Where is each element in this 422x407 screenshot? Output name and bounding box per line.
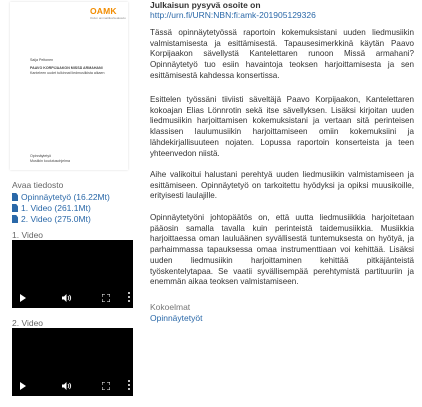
- collections-heading: Kokoelmat: [150, 302, 191, 312]
- cover-author: Saija Peltonen: [30, 58, 54, 62]
- cover-title: PAAVO KORPIJAAKON MISSÄ ARMAHANI: [30, 66, 103, 70]
- cover-subtitle: Kanteleen uudet tulkinnat liedmusiikista alkaen: [30, 71, 105, 75]
- video-player-1[interactable]: [12, 240, 133, 308]
- file-icon: [12, 204, 18, 212]
- abstract-paragraph-3: Aihe valikoitui halustani perehtyä uuden liedmusiikin valmistamiseen ja esittämiseen. Opinnäytetyö on tarkoitettu hyödyksi ja opiksi muusikoille, erityisesti laulajille.: [150, 170, 414, 201]
- file-link-label: 2. Video (275.0Mt): [21, 214, 91, 224]
- file-icon: [12, 215, 18, 223]
- logo-tagline: Oulun ammattikorkeakoulu: [90, 16, 126, 20]
- more-options-icon[interactable]: [128, 380, 130, 392]
- fullscreen-icon[interactable]: [102, 294, 110, 302]
- volume-icon[interactable]: [62, 382, 72, 390]
- video-2-label: 2. Video: [12, 318, 44, 328]
- play-icon[interactable]: [20, 294, 26, 302]
- file-icon: [12, 193, 18, 201]
- open-file-heading: Avaa tiedosto: [12, 180, 64, 190]
- collection-link[interactable]: Opinnäytetyöt: [150, 313, 203, 323]
- file-link-label: 1. Video (261.1Mt): [21, 203, 91, 213]
- abstract-paragraph-2: Esittelen työssäni tiiviisti säveltäjä Paavo Korpijaakon, Kantelettaren kokoajan Elias Lönnrotin sekä itse sävellyksen. Lisäksi kirjoitan uuden liedmusiikin harjoittamisen kokemuksistani ja vertaan sitä perinteisen klassisen laulumusiikin harjoittamiseen omiin kokemuksiini ja lähdekirjallisuuteen nojaten. Lopussa raportoin konserteista ja teen yhteenvedon niistä.: [150, 95, 414, 158]
- cover-type: Opinnäytetyö: [30, 154, 52, 158]
- file-link-label: Opinnäytetyö (16.22Mt): [21, 192, 110, 202]
- more-options-icon[interactable]: [128, 292, 130, 304]
- video-1-label: 1. Video: [12, 230, 44, 240]
- thesis-cover-thumbnail[interactable]: [10, 2, 128, 170]
- permalink-heading: Julkaisun pysyvä osoite on: [150, 0, 261, 10]
- play-icon[interactable]: [20, 382, 26, 390]
- video-controls: [12, 376, 133, 396]
- file-link-video-1[interactable]: [12, 203, 91, 213]
- fullscreen-icon[interactable]: [102, 382, 110, 390]
- abstract-paragraph-1: Tässä opinnäytetyössä raportoin kokemuksistani uuden liedmusiikin valmistamisesta ja esittämisestä. Tapausesimerkkinä käytän Paavo Korpijaakon sävellystä Kantelettaren runoon Missä armahani? Opinnäytetyö tuo esiin havaintoja teoksen harjoittamisesta ja sen esittämisestä kahdessa konsertissa.: [150, 28, 414, 80]
- oamk-logo: [90, 6, 126, 20]
- video-player-2[interactable]: [12, 328, 133, 396]
- file-link-video-2[interactable]: [12, 214, 91, 224]
- cover-program: Musiikin koulutusohjelma: [30, 159, 70, 163]
- file-link-thesis[interactable]: [12, 192, 110, 202]
- abstract-paragraph-4: Opinnäytetyöni johtopäätös on, että uutta liedmusiikkia harjoitetaan pääosin samalla tavalla kuin perinteistä taidemusiikkia. Musiikkia harjoittaessa oman lauluäänen syvällisestä tuntemuksesta on hyötyä, ja parhaimmassa tapauksessa omaa instrumenttiaan voi kehittää. Lisäksi uuden liedmusiikin harjoittaminen kehittää pitkäjänteistä työskentelytapaa. Se vaatii syvällisempää perehtymistä partituuriin ja enemmän aikaa teoksen valmistamiseen.: [150, 213, 414, 287]
- permalink-url[interactable]: http://urn.fi/URN:NBN:fi:amk-201905129326: [150, 10, 316, 20]
- volume-icon[interactable]: [62, 294, 72, 302]
- logo-text: OAMK: [90, 6, 117, 16]
- video-controls: [12, 288, 133, 308]
